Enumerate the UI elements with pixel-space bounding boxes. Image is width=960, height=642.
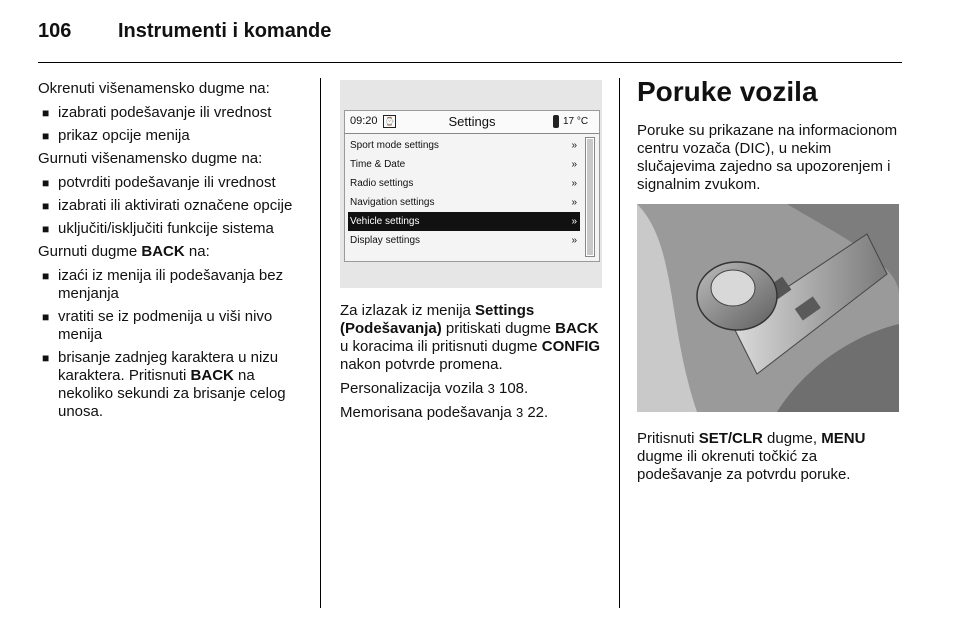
screen-temperature: 17 °C bbox=[563, 116, 589, 127]
chevron-right-icon: » bbox=[571, 235, 577, 246]
clock-icon: ⌚ bbox=[384, 117, 395, 126]
stalk-photo bbox=[637, 204, 899, 412]
list-item: ■ vratiti se iz podmenija u viši nivo menija bbox=[38, 308, 308, 344]
header-rule bbox=[38, 62, 902, 63]
column-divider-left bbox=[320, 78, 321, 608]
page-header bbox=[38, 20, 902, 50]
chevron-right-icon: » bbox=[571, 197, 577, 208]
back-key-label: BACK bbox=[141, 243, 185, 260]
bullet-icon: ■ bbox=[42, 129, 50, 143]
page-title: Instrumenti i komande bbox=[118, 20, 332, 42]
chevron-right-icon: » bbox=[571, 140, 577, 151]
menu-item-vehicle[interactable]: Vehicle settings » bbox=[348, 212, 580, 231]
list-item: ■ izabrati podešavanje ili vrednost bbox=[38, 104, 308, 122]
bullet-icon: ■ bbox=[42, 222, 50, 236]
steering-stalk-illustration bbox=[637, 204, 899, 412]
list-item: ■ potvrditi podešavanje ili vrednost bbox=[38, 174, 308, 192]
turn-intro: Okrenuti višenamensko dugme na: bbox=[38, 80, 270, 97]
column-right-bottom bbox=[637, 430, 902, 490]
section-intro: Poruke su prikazane na informacionom centru vozača (DIC), u nekim slučajevima zajedno sa upozorenjem i signalnim zvukom. bbox=[637, 122, 898, 193]
back-key-label: BACK bbox=[190, 367, 234, 384]
list-item: ■ prikaz opcije menija bbox=[38, 127, 308, 145]
settings-screen-figure bbox=[340, 80, 602, 288]
list-item: ■ brisanje zadnjeg karaktera u nizu karaktera. Pritisnuti BACK na nekoliko sekundi za brisanje celog unosa. bbox=[38, 349, 308, 421]
confirm-instruction: Pritisnuti SET/CLR dugme, MENU dugme ili okrenuti točkić za podešavanje za potvrdu poruke. bbox=[637, 430, 866, 483]
chevron-right-icon: » bbox=[571, 216, 577, 227]
menu-item-time-date[interactable]: Time & Date » bbox=[348, 155, 580, 174]
bullet-icon: ■ bbox=[42, 351, 50, 365]
settings-menu-list bbox=[348, 136, 580, 250]
menu-scrollbar[interactable] bbox=[585, 137, 595, 257]
list-item: ■ izabrati ili aktivirati označene opcije bbox=[38, 197, 308, 215]
page-number: 106 bbox=[38, 20, 72, 42]
chevron-right-icon: » bbox=[571, 159, 577, 170]
column-middle bbox=[340, 302, 608, 428]
exit-instruction: Za izlazak iz menija Settings (Podešavanja) pritiskati dugme BACK u koracima ili pritisnuti dugme CONFIG nakon potvrde promena. bbox=[340, 302, 601, 373]
reference-arrow-icon: 3 bbox=[515, 405, 524, 420]
bullet-icon: ■ bbox=[42, 199, 50, 213]
section-title: Poruke vozila bbox=[637, 76, 818, 107]
bullet-icon: ■ bbox=[42, 176, 50, 190]
settings-screen bbox=[344, 110, 600, 262]
column-divider-right bbox=[619, 78, 620, 608]
chevron-right-icon: » bbox=[571, 178, 577, 189]
cross-reference[interactable]: Memorisana podešavanja 3 22. bbox=[340, 404, 549, 421]
menu-item-display[interactable]: Display settings » bbox=[348, 231, 580, 250]
thermometer-icon bbox=[553, 115, 559, 128]
screen-title: Settings bbox=[448, 114, 496, 129]
cross-reference[interactable]: Personalizacija vozila 3 108. bbox=[340, 380, 529, 397]
column-right bbox=[637, 76, 902, 200]
bullet-icon: ■ bbox=[42, 106, 50, 120]
bullet-icon: ■ bbox=[42, 269, 50, 283]
menu-item-navigation[interactable]: Navigation settings » bbox=[348, 193, 580, 212]
column-left bbox=[38, 80, 308, 426]
menu-item-sport-mode[interactable]: Sport mode settings » bbox=[348, 136, 580, 155]
back-intro: Gurnuti dugme BACK na: bbox=[38, 243, 210, 260]
menu-item-radio[interactable]: Radio settings » bbox=[348, 174, 580, 193]
list-item: ■ izaći iz menija ili podešavanja bez menjanja bbox=[38, 267, 308, 303]
screen-status-bar bbox=[345, 111, 599, 134]
reference-arrow-icon: 3 bbox=[487, 381, 495, 396]
press-intro: Gurnuti višenamensko dugme na: bbox=[38, 150, 263, 167]
screen-time: 09:20 bbox=[350, 115, 378, 127]
list-item: ■ uključiti/isključiti funkcije sistema bbox=[38, 220, 308, 238]
scroll-thumb[interactable] bbox=[587, 139, 593, 255]
bullet-icon: ■ bbox=[42, 310, 50, 324]
